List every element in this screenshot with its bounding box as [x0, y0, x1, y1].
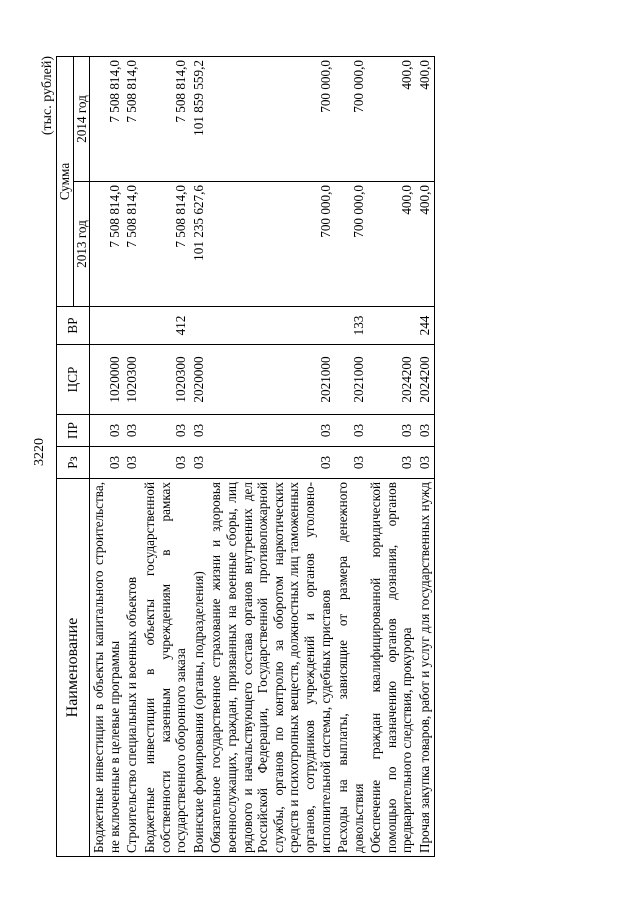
table-row [207, 57, 334, 857]
row-sum-2013: 700 000,0 [207, 182, 334, 307]
row-csr: 2024200 [416, 345, 434, 415]
row-sum-2014: 7 508 814,0 [141, 57, 190, 182]
row-sum-2013: 101 235 627,6 [190, 182, 208, 307]
row-pr: 03 [190, 415, 208, 447]
row-sum-2013: 400,0 [416, 182, 434, 307]
table-row [416, 57, 434, 857]
row-pr: 03 [416, 415, 434, 447]
row-csr: 2021000 [334, 345, 367, 415]
header-year-2013: 2013 год [73, 182, 90, 307]
row-rz: 03 [90, 447, 124, 479]
header-year-2014: 2014 год [73, 57, 90, 182]
row-rz: 03 [334, 447, 367, 479]
row-vr [190, 307, 208, 345]
row-csr: 2021000 [207, 345, 334, 415]
row-rz: 03 [123, 447, 141, 479]
row-vr: 133 [334, 307, 367, 345]
row-name: Воинские формирования (органы, подразделения) [190, 479, 208, 857]
row-sum-2014: 7 508 814,0 [123, 57, 141, 182]
row-name: Прочая закупка товаров, работ и услуг для государственных нужд [416, 479, 434, 857]
row-pr: 03 [207, 415, 334, 447]
row-pr: 03 [141, 415, 190, 447]
table-row [334, 57, 367, 857]
row-sum-2014: 400,0 [416, 57, 434, 182]
row-pr: 03 [367, 415, 416, 447]
table-body [90, 57, 434, 857]
row-csr: 1020000 [90, 345, 124, 415]
header-vr: ВР [57, 307, 90, 345]
row-csr: 2024200 [367, 345, 416, 415]
row-pr: 03 [334, 415, 367, 447]
table-row [367, 57, 416, 857]
row-sum-2014: 7 508 814,0 [90, 57, 124, 182]
row-name: Бюджетные инвестиции в объекты государственной собственности казенным учреждениям в рамках государственного оборонного заказа [141, 479, 190, 857]
row-vr [367, 307, 416, 345]
header-pr: ПР [57, 415, 90, 447]
row-csr: 2020000 [190, 345, 208, 415]
row-rz: 03 [190, 447, 208, 479]
row-sum-2013: 700 000,0 [334, 182, 367, 307]
row-name: Бюджетные инвестиции в объекты капитального строительства, не включенные в целевые программы [90, 479, 124, 857]
table-row [123, 57, 141, 857]
row-name: Обеспечение граждан квалифицированной юридической помощью по назначению органов дознания, органов предварительного следствия, прокурора [367, 479, 416, 857]
row-sum-2013: 7 508 814,0 [141, 182, 190, 307]
row-name: Расходы на выплаты, зависящие от размера денежного довольствия [334, 479, 367, 857]
row-sum-2013: 7 508 814,0 [90, 182, 124, 307]
row-rz: 03 [141, 447, 190, 479]
table-row [141, 57, 190, 857]
page-number: 3220 [32, 438, 47, 466]
row-vr: 244 [416, 307, 434, 345]
row-pr: 03 [123, 415, 141, 447]
row-rz: 03 [416, 447, 434, 479]
header-name: Наименование [57, 479, 90, 857]
row-rz: 03 [207, 447, 334, 479]
header-csr: ЦСР [57, 345, 90, 415]
row-vr [123, 307, 141, 345]
table-row [90, 57, 124, 857]
row-sum-2014: 101 859 559,2 [190, 57, 208, 182]
row-sum-2014: 700 000,0 [207, 57, 334, 182]
row-name: Обязательное государственное страхование жизни и здоровья военнослужащих, граждан, призванных на военные сборы, лиц рядового и начальствующего состава органов внутренних дел Российской Федерации, Государственной противопожарной службы, органов по контролю за оборотом наркотических средств и психотропных веществ, должностных лиц таможенных органов, сотрудников учреждений и органов уголовно-исполнительной системы, судебных приставов [207, 479, 334, 857]
row-rz: 03 [367, 447, 416, 479]
table-row [190, 57, 208, 857]
row-vr [90, 307, 124, 345]
row-csr: 1020300 [141, 345, 190, 415]
row-sum-2013: 7 508 814,0 [123, 182, 141, 307]
row-sum-2013: 400,0 [367, 182, 416, 307]
row-csr: 1020300 [123, 345, 141, 415]
budget-table [56, 56, 435, 857]
row-pr: 03 [90, 415, 124, 447]
unit-note: (тыс. рублей) [40, 56, 55, 136]
row-vr [207, 307, 334, 345]
row-name: Строительство специальных и военных объектов [123, 479, 141, 857]
row-vr: 412 [141, 307, 190, 345]
header-rz: Рз [57, 447, 90, 479]
table-header [57, 57, 90, 857]
header-sum: Сумма [57, 57, 74, 307]
row-sum-2014: 700 000,0 [334, 57, 367, 182]
row-sum-2014: 400,0 [367, 57, 416, 182]
